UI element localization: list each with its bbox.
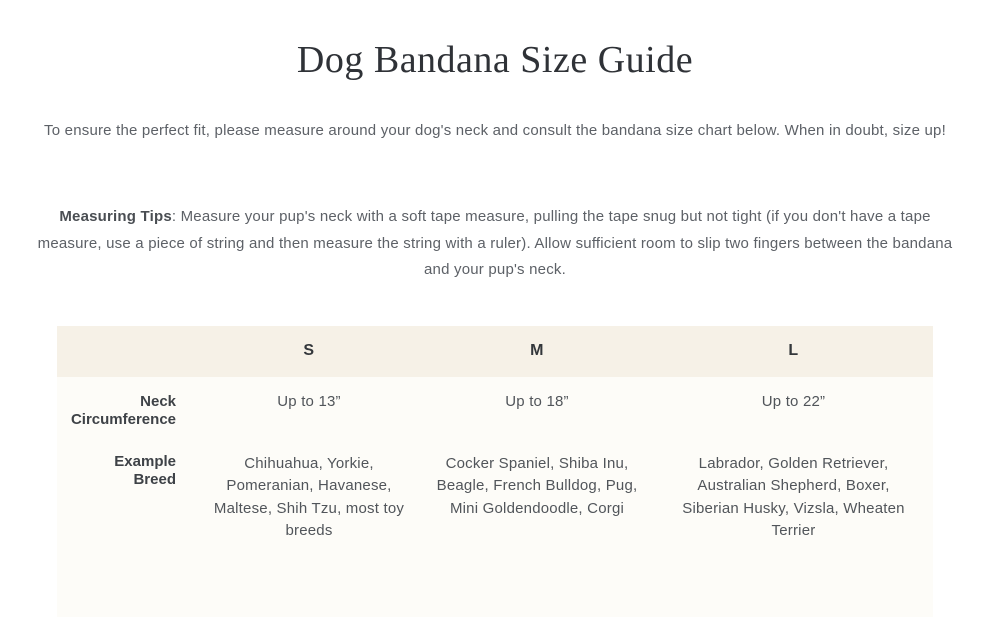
size-chart-table [57,326,933,617]
table-row-neck-circumference [57,377,933,429]
neck-value-small: Up to 13” [277,392,341,410]
row-label-example-breed: Example Breed [114,452,176,488]
page-title: Dog Bandana Size Guide [296,39,694,81]
breed-list-small: Chihuahua, Yorkie, Pomeranian, Havanese, Maltese, Shih Tzu, most toy breeds [213,454,405,539]
breed-list-medium: Cocker Spaniel, Shiba Inu, Beagle, French Bulldog, Pug, Mini Goldendoodle, Corgi [436,454,638,517]
column-header-medium: M [530,342,544,359]
intro-paragraph: To ensure the perfect fit, please measure around your dog's neck and consult the bandana size chart below. When in doubt, size up! [44,122,946,139]
table-row-example-breed [57,453,933,543]
measuring-tips-paragraph [0,204,990,284]
breed-list-large: Labrador, Golden Retriever, Australian Shepherd, Boxer, Siberian Husky, Vizsla, Wheaten Terrier [682,454,905,539]
measuring-tips-line-1 [0,204,990,231]
size-chart-body [57,377,933,617]
measuring-tips-line-2: measure, use a piece of string and then measure the string with a ruler). Allow sufficient room to slip two fingers between the bandana [37,234,953,252]
column-header-small: S [303,342,315,359]
neck-value-large: Up to 22” [761,392,826,410]
column-header-large: L [788,342,799,359]
measuring-tips-label: Measuring Tips [59,208,172,225]
size-chart-header-row [57,326,933,377]
neck-value-medium: Up to 18” [505,392,569,410]
row-label-neck-circumference: Neck Circumference [70,392,176,428]
measuring-tips-line-1-text: : Measure your pup's neck with a soft tape measure, pulling the tape snug but not tight (if you don't have a tape [171,208,931,225]
measuring-tips-line-3: and your pup's neck. [424,261,566,278]
